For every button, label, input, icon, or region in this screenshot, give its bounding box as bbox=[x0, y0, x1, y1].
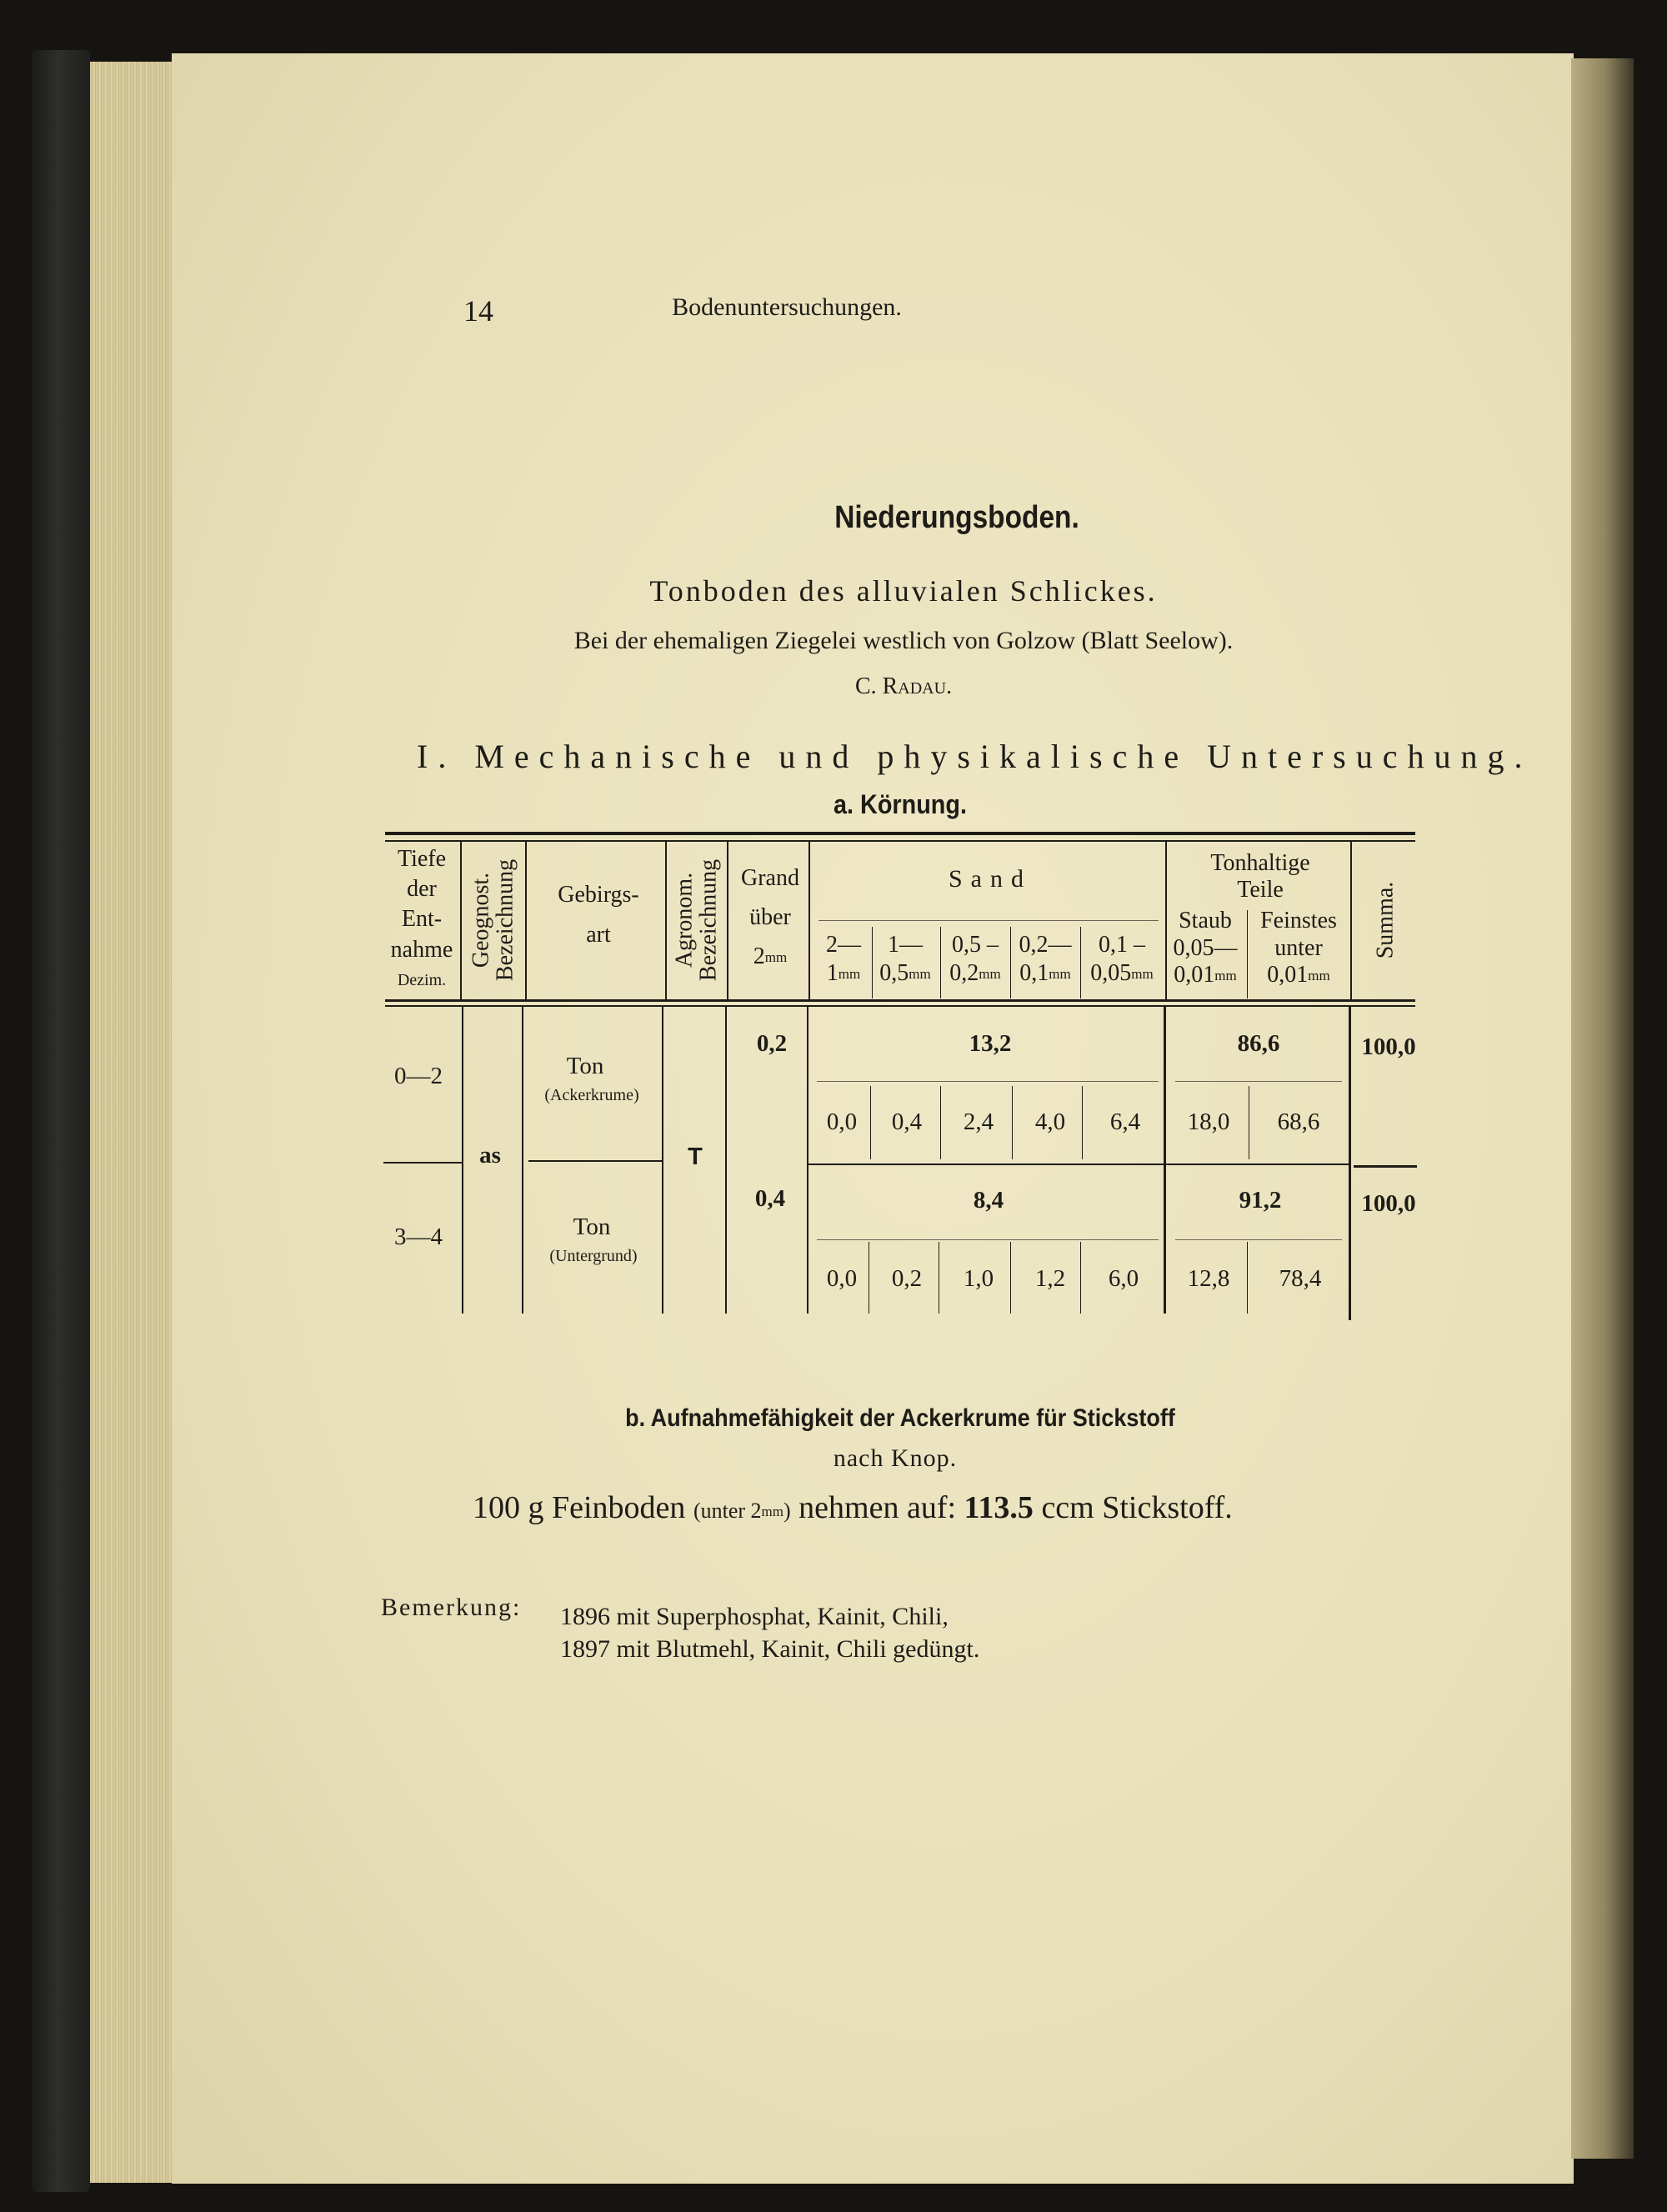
hdr-sand-range-1-bottom: $1^{mm}$ bbox=[826, 960, 861, 986]
vline-sub bbox=[1082, 1086, 1083, 1159]
row1-sand-2: 0,4 bbox=[891, 1109, 923, 1135]
hdr-grand-1: Grand bbox=[741, 865, 799, 891]
vline-body bbox=[1164, 1005, 1166, 1314]
author: C. Radau. bbox=[854, 673, 953, 699]
hdr-tiefe-2: der bbox=[407, 876, 437, 902]
nitrogen-statement: 100 g Feinboden (unter $2^{mm}$) nehmen auf: 113.5 ccm Stickstoff. bbox=[473, 1490, 1233, 1525]
row2-gebirgsart: Ton bbox=[573, 1214, 611, 1240]
hdr-sand-range-1-top: 2— bbox=[826, 932, 861, 958]
row2-feinstes: 78,4 bbox=[1279, 1265, 1322, 1292]
vline bbox=[525, 842, 527, 1000]
row-separator-gebirgsart bbox=[528, 1160, 662, 1162]
header-bottom-rule bbox=[385, 999, 1415, 1002]
vline bbox=[460, 842, 462, 1000]
vline-body bbox=[522, 1005, 523, 1314]
note-line-2: 1897 mit Blutmehl, Kainit, Chili gedüngt. bbox=[560, 1635, 980, 1663]
row1-gebirgsart: Ton bbox=[566, 1053, 604, 1079]
row1-sand-5: 6,4 bbox=[1109, 1109, 1141, 1135]
row2-summa: 100,0 bbox=[1361, 1190, 1416, 1217]
vline-sub bbox=[1247, 1242, 1248, 1314]
hdr-feinstes-3: $0,01^{mm}$ bbox=[1267, 962, 1330, 988]
hdr-tonhaltige-2: Teile bbox=[1237, 877, 1284, 903]
hdr-sand-range-3-bottom: $0,2^{mm}$ bbox=[949, 960, 1001, 986]
row1-sand-total: 13,2 bbox=[969, 1030, 1012, 1057]
vline-sub bbox=[940, 1086, 941, 1159]
subtitle: Tonboden des alluvialen Schlickes. bbox=[649, 574, 1158, 608]
hdr-sand-range-4-bottom: $0,1^{mm}$ bbox=[1019, 960, 1071, 986]
row1-sand-3: 2,4 bbox=[963, 1109, 994, 1135]
hdr-feinstes-2: unter bbox=[1274, 935, 1323, 961]
row-separator-values bbox=[807, 1164, 1349, 1165]
hdr-gebirgsart-1: Gebirgs- bbox=[558, 882, 639, 908]
row2-sand-3: 1,0 bbox=[963, 1265, 994, 1292]
vline bbox=[808, 842, 810, 1000]
hdr-tiefe-4: nahme bbox=[390, 937, 453, 963]
vline-body bbox=[1349, 1005, 1351, 1320]
vline-sub bbox=[870, 1086, 871, 1159]
vline bbox=[727, 842, 728, 1000]
subrow-rule bbox=[1175, 1081, 1342, 1082]
hdr-tiefe-1: Tiefe bbox=[397, 846, 447, 872]
row-separator-summa bbox=[1354, 1165, 1417, 1168]
row1-staub: 18,0 bbox=[1187, 1109, 1230, 1135]
row1-ton-total: 86,6 bbox=[1237, 1030, 1280, 1057]
sand-subrule bbox=[818, 920, 1159, 921]
vline-body bbox=[725, 1005, 727, 1314]
hdr-staub-2: 0,05— bbox=[1173, 935, 1238, 961]
subrow-rule bbox=[817, 1239, 1159, 1240]
row-separator-tiefe bbox=[383, 1162, 462, 1164]
hdr-gebirgsart-2: art bbox=[586, 922, 611, 948]
hdr-staub-1: Staub bbox=[1179, 908, 1232, 933]
vline bbox=[1350, 842, 1352, 1000]
hdr-geognost: Geognost. Bezeichnung bbox=[468, 858, 518, 982]
subsection-a-title: a. Körnung. bbox=[834, 789, 967, 819]
note-line-1: 1896 mit Superphosphat, Kainit, Chili, bbox=[560, 1603, 949, 1630]
row1-sand-4: 4,0 bbox=[1034, 1109, 1066, 1135]
header-bottom-rule-thin bbox=[385, 1005, 1415, 1007]
subsection-b-method: nach Knop. bbox=[833, 1444, 958, 1472]
row1-summa: 100,0 bbox=[1361, 1033, 1416, 1060]
row1-tiefe: 0—2 bbox=[394, 1063, 443, 1089]
row2-sand-total: 8,4 bbox=[973, 1187, 1004, 1214]
hdr-tiefe-3: Ent- bbox=[401, 906, 443, 932]
row1-gebirgsart-note: (Ackerkrume) bbox=[544, 1086, 639, 1104]
row1-sand-1: 0,0 bbox=[826, 1109, 858, 1135]
subsection-b-title: b. Aufnahmefähigkeit der Ackerkrume für Stickstoff bbox=[625, 1404, 1175, 1432]
vline-sand bbox=[940, 927, 941, 998]
vline-sub bbox=[1010, 1242, 1011, 1314]
hdr-tiefe-unit: Dezim. bbox=[397, 971, 447, 989]
hdr-sand-range-5-top: 0,1 – bbox=[1099, 932, 1145, 958]
vline-sand bbox=[1010, 927, 1011, 998]
hdr-tonhaltige-1: Tonhaltige bbox=[1210, 850, 1310, 876]
note-label: Bemerkung: bbox=[381, 1594, 522, 1621]
vline-body bbox=[807, 1005, 808, 1314]
vline bbox=[665, 842, 667, 1000]
table-top-rule-thin bbox=[385, 840, 1415, 842]
subrow-rule bbox=[1175, 1239, 1342, 1240]
vline bbox=[1165, 842, 1167, 1000]
hdr-grand-3: $2^{mm}$ bbox=[753, 943, 788, 969]
vline-body bbox=[662, 1005, 663, 1314]
vline-sand bbox=[872, 927, 873, 998]
row2-tiefe: 3—4 bbox=[394, 1224, 443, 1250]
row2-grand: 0,4 bbox=[754, 1185, 786, 1212]
table-top-rule bbox=[385, 832, 1415, 835]
section-title: I. Mechanische und physikalische Untersuchung. bbox=[417, 738, 1533, 775]
running-head: Bodenuntersuchungen. bbox=[672, 293, 902, 321]
row2-sand-4: 1,2 bbox=[1034, 1265, 1066, 1292]
hdr-sand-range-5-bottom: $0,05^{mm}$ bbox=[1090, 960, 1154, 986]
agronom-value: T bbox=[688, 1144, 703, 1170]
row2-gebirgsart-note: (Untergrund) bbox=[549, 1247, 638, 1265]
hdr-summa: Summa. bbox=[1372, 881, 1399, 959]
hdr-grand-2: über bbox=[749, 904, 791, 930]
vline-sub bbox=[1080, 1242, 1081, 1314]
subrow-rule bbox=[817, 1081, 1159, 1082]
row2-sand-1: 0,0 bbox=[826, 1265, 858, 1292]
hdr-sand-range-2-bottom: $0,5^{mm}$ bbox=[879, 960, 931, 986]
vline-sand bbox=[1080, 927, 1081, 998]
hdr-sand-range-2-top: 1— bbox=[888, 932, 923, 958]
hdr-staub-3: $0,01^{mm}$ bbox=[1174, 962, 1237, 988]
hdr-sand-range-3-top: 0,5 – bbox=[952, 932, 999, 958]
hdr-feinstes-1: Feinstes bbox=[1260, 908, 1337, 933]
nitrogen-value: 113.5 bbox=[964, 1490, 1034, 1525]
hdr-sand-range-4-top: 0,2— bbox=[1019, 932, 1072, 958]
location-line: Bei der ehemaligen Ziegelei westlich von Golzow (Blatt Seelow). bbox=[573, 627, 1234, 654]
row2-sand-5: 6,0 bbox=[1108, 1265, 1139, 1292]
row2-ton-total: 91,2 bbox=[1239, 1187, 1282, 1214]
page-number: 14 bbox=[463, 294, 493, 328]
main-title: Niederungsboden. bbox=[834, 500, 1079, 535]
vline-ton bbox=[1247, 910, 1248, 998]
row1-feinstes: 68,6 bbox=[1277, 1109, 1320, 1135]
row2-staub: 12,8 bbox=[1187, 1265, 1230, 1292]
geognost-value: as bbox=[479, 1142, 501, 1169]
row2-sand-2: 0,2 bbox=[891, 1265, 923, 1292]
row1-grand: 0,2 bbox=[756, 1030, 788, 1057]
hdr-sand: Sand bbox=[949, 865, 1032, 893]
hdr-agronom: Agronom. Bezeichnung bbox=[671, 858, 722, 982]
vline-sub bbox=[1012, 1086, 1013, 1159]
vline-body bbox=[462, 1005, 463, 1314]
